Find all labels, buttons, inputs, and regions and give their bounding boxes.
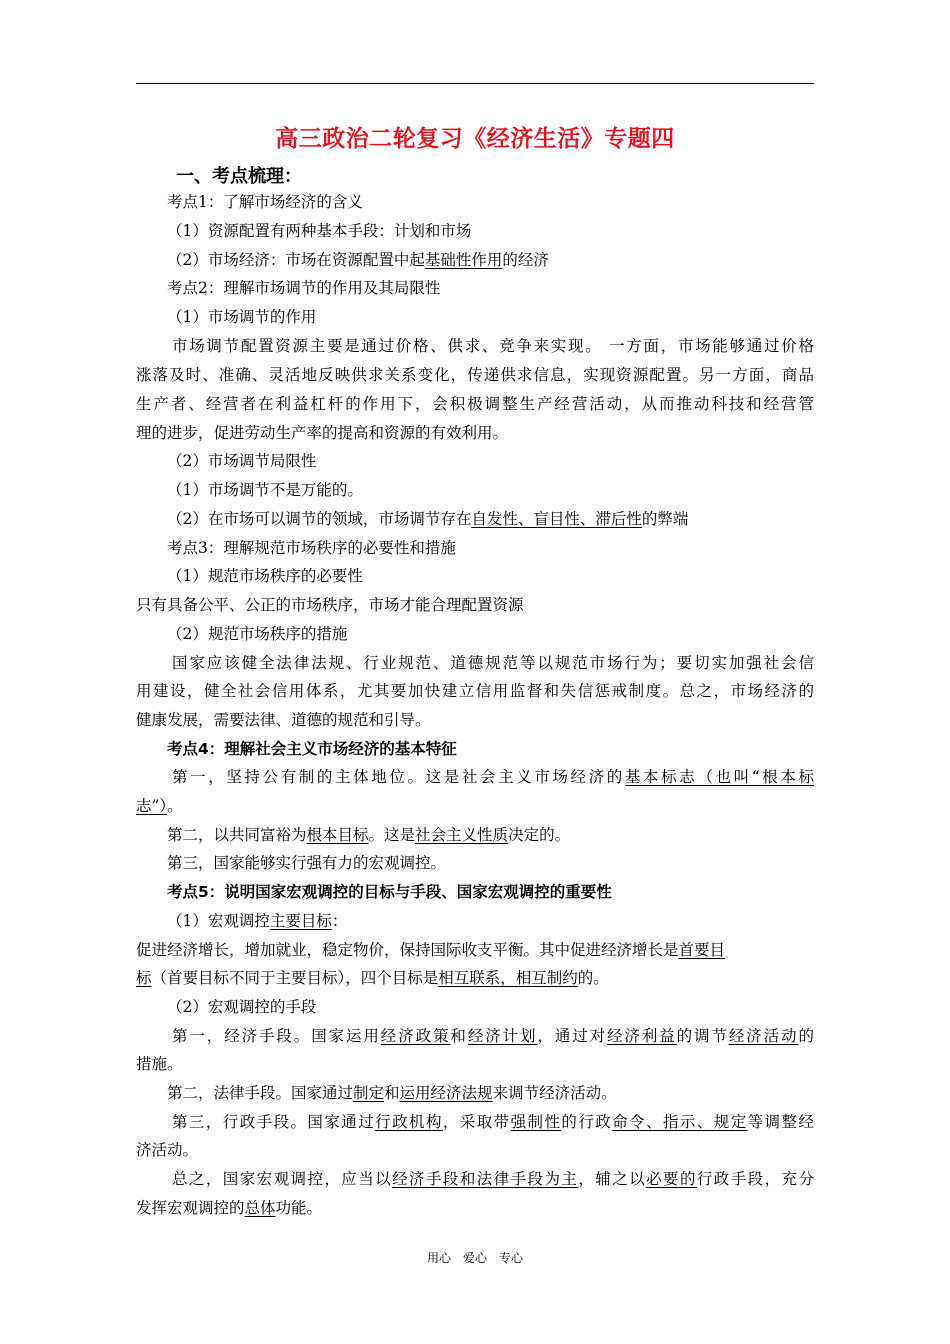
paragraph-line: 第一，坚持公有制的主体地位。这是社会主义市场经济的基本标志（也叫“根本标	[172, 768, 814, 786]
paragraph-line: 济活动。	[136, 1141, 199, 1159]
section-heading: 一、考点梳理：	[176, 166, 302, 187]
text-line: 只有具备公平、公正的市场秩序，市场才能合理配置资源	[136, 596, 524, 614]
text-line: 第二，法律手段。国家通过制定和运用经济法规来调节经济活动。	[167, 1084, 617, 1102]
point-5-heading: 考点5：说明国家宏观调控的目标与手段、国家宏观调控的重要性	[167, 883, 612, 901]
text-line: 第三，国家能够实行强有力的宏观调控。	[167, 854, 447, 872]
paragraph-line: 涨落及时、准确、灵活地反映供求关系变化，传递供求信息，实现资源配置。另一方面，商品	[136, 366, 814, 384]
text-line: （1）市场调节的作用	[167, 308, 317, 326]
paragraph-line: 促进经济增长，增加就业，稳定物价，保持国际收支平衡。其中促进经济增长是首要目	[136, 941, 726, 959]
paragraph-line: 发挥宏观调控的总体功能。	[136, 1199, 323, 1217]
paragraph-line: 用建设，健全社会信用体系，尤其要加快建立信用监督和失信惩戒制度。总之，市场经济的	[136, 682, 814, 700]
text-line: （2）宏观调控的手段	[167, 998, 317, 1016]
paragraph-line: 健康发展，需要法律、道德的规范和引导。	[136, 711, 431, 729]
text-line: （1）规范市场秩序的必要性	[167, 567, 363, 585]
page-title: 高三政治二轮复习《经济生活》专题四	[275, 126, 675, 152]
point-2-heading: 考点2：理解市场调节的作用及其局限性	[167, 279, 441, 297]
text-line: 第二，以共同富裕为根本目标。这是社会主义性质决定的。	[167, 826, 571, 844]
paragraph-line: 标（首要目标不同于主要目标），四个目标是相互联系，相互制约的。	[136, 969, 609, 987]
text-line: （2）市场调节局限性	[167, 452, 317, 470]
paragraph-line: 生产者、经营者在利益杠杆的作用下，会积极调整生产经营活动，从而推动科技和经营管	[136, 395, 814, 413]
paragraph-line: 国家应该健全法律法规、行业规范、道德规范等以规范市场行为；要切实加强社会信	[172, 654, 814, 672]
text-line: （2）在市场可以调节的领域，市场调节存在自发性、盲目性、滞后性的弊端	[167, 510, 689, 528]
text-line: （1）市场调节不是万能的。	[167, 481, 363, 499]
point-3-heading: 考点3：理解规范市场秩序的必要性和措施	[167, 539, 456, 557]
text-line: （2）规范市场秩序的措施	[167, 625, 348, 643]
point-4-heading: 考点4：理解社会主义市场经济的基本特征	[167, 740, 457, 758]
paragraph-line: 志”）。	[136, 797, 183, 815]
text-line: （2）市场经济：市场在资源配置中起基础性作用的经济	[167, 251, 549, 269]
page-footer: 用心 爱心 专心	[426, 1251, 523, 1265]
paragraph-line: 总之，国家宏观调控，应当以经济手段和法律手段为主，辅之以必要的行政手段，充分	[172, 1170, 814, 1188]
paragraph-line: 第一，经济手段。国家运用经济政策和经济计划，通过对经济利益的调节经济活动的	[172, 1027, 814, 1045]
paragraph-line: 第三，行政手段。国家通过行政机构，采取带强制性的行政命令、指示、规定等调整经	[172, 1113, 814, 1131]
text-line: （1）宏观调控主要目标：	[167, 912, 348, 930]
paragraph-line: 理的进步，促进劳动生产率的提高和资源的有效利用。	[136, 424, 509, 442]
paragraph-line: 措施。	[136, 1055, 183, 1073]
header-rule	[136, 83, 814, 84]
point-1-heading: 考点1：了解市场经济的含义	[167, 193, 363, 211]
paragraph-line: 市场调节配置资源主要是通过价格、供求、竞争来实现。 一方面，市场能够通过价格	[172, 337, 814, 355]
text-line: （1）资源配置有两种基本手段：计划和市场	[167, 222, 472, 240]
